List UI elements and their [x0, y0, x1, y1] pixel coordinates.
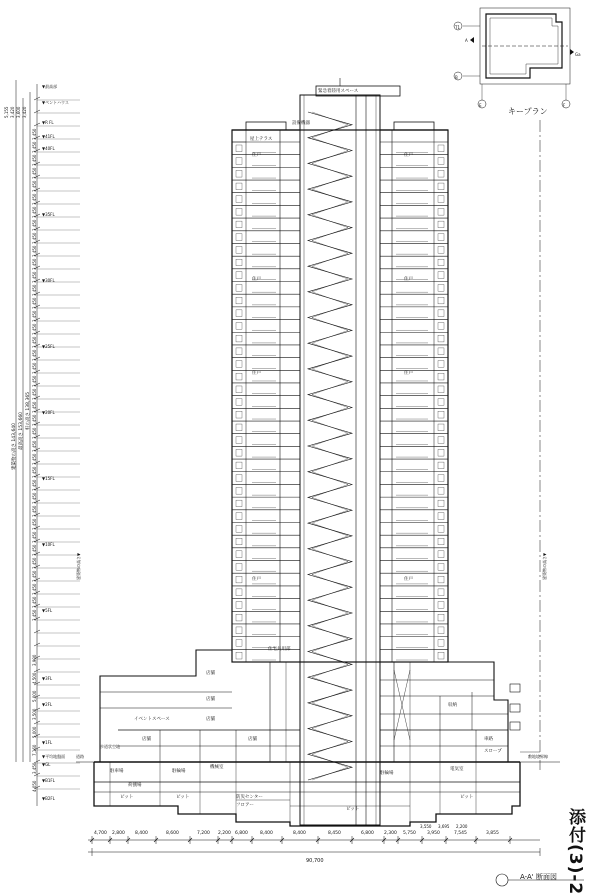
- span-dimension: 7,160: [32, 744, 37, 756]
- balcony-window: [236, 652, 242, 659]
- unit-label: 住戸: [252, 277, 261, 282]
- balcony-window: [438, 145, 444, 152]
- balcony-window: [438, 183, 444, 190]
- ground-label: 歩道状空地: [100, 744, 120, 749]
- room-label: 店舗: [142, 737, 151, 742]
- core-shaft: [300, 78, 400, 825]
- balcony-window: [438, 525, 444, 532]
- floor-level-label: ▼2FL: [42, 702, 53, 707]
- floor-height-dimension: 3,450: [32, 271, 37, 283]
- span-dimension: 6,800: [235, 831, 248, 836]
- balcony-window: [438, 285, 444, 292]
- balcony-window: [236, 525, 242, 532]
- balcony-window: [236, 640, 242, 647]
- balcony-window: [236, 589, 242, 596]
- floor-height-dimension: 3,450: [32, 362, 37, 374]
- balcony-window: [236, 145, 242, 152]
- room-label: 住宅共用部: [268, 647, 291, 652]
- span-dimension: 8,450: [328, 831, 341, 836]
- height-total: 建築物の高さ 143,640: [12, 422, 17, 470]
- balcony-window: [236, 437, 242, 444]
- floor-height-dimension: 3,450: [32, 492, 37, 504]
- balcony-window: [236, 348, 242, 355]
- span-dimension: 5,750: [403, 831, 416, 836]
- balcony-window: [236, 158, 242, 165]
- balcony-window: [236, 246, 242, 253]
- balcony-window: [438, 246, 444, 253]
- balcony-window: [438, 640, 444, 647]
- balcony-window: [236, 475, 242, 482]
- floor-height-dimension: 3,450: [32, 609, 37, 621]
- height-total: 軒の高さ 138,365: [26, 391, 31, 430]
- floor-height-dimension: 3,450: [32, 557, 37, 569]
- unit-label: 住戸: [404, 371, 413, 376]
- centerline-label: 建築物の高さ▼: [76, 552, 81, 580]
- balcony-window: [438, 310, 444, 317]
- floor-level-label: ▼B1FL: [42, 778, 55, 783]
- balcony-window: [236, 564, 242, 571]
- room-label: ピット: [176, 795, 190, 800]
- balcony-window: [438, 513, 444, 520]
- balcony-window: [236, 411, 242, 418]
- span-dimension: 8,400: [260, 831, 273, 836]
- key-plan-grid-label: B: [455, 75, 458, 80]
- span-dimension: 7,200: [197, 831, 210, 836]
- balcony-window: [438, 259, 444, 266]
- floor-level-label: ▼41FL: [42, 134, 55, 139]
- balcony-window: [236, 487, 242, 494]
- floor-height-dimension: 3,450: [32, 245, 37, 257]
- room-label: 電気室: [450, 767, 464, 772]
- unit-label: 住戸: [252, 153, 261, 158]
- floor-height-dimension: 3,450: [32, 453, 37, 465]
- span-dimension: 7,545: [454, 831, 467, 836]
- balcony-window: [236, 373, 242, 380]
- floor-height-dimension: 3,450: [32, 401, 37, 413]
- floor-height-dimension: 3,450: [32, 193, 37, 205]
- balcony-window: [236, 614, 242, 621]
- balcony-window: [438, 348, 444, 355]
- span-dimension: 4,500: [32, 672, 37, 684]
- room-label: 店舗: [248, 737, 257, 742]
- balcony-window: [236, 449, 242, 456]
- floor-height-dimension: 3,450: [32, 167, 37, 179]
- span-dimension: 3,600: [16, 106, 21, 118]
- sheet-id: 添付(3)-2: [565, 808, 585, 896]
- balcony-window: [236, 602, 242, 609]
- balcony-window: [438, 475, 444, 482]
- stair-flights: [308, 112, 352, 780]
- floor-height-dimension: 3,450: [32, 206, 37, 218]
- floor-height-dimension: 3,450: [32, 154, 37, 166]
- balcony-window: [236, 285, 242, 292]
- floor-level-label: ▼35FL: [42, 212, 55, 217]
- room-label: 機械室: [210, 765, 224, 770]
- balcony-window: [236, 234, 242, 241]
- ground-label: 敷地境界線: [528, 754, 548, 759]
- floor-height-dimension: 3,450: [32, 466, 37, 478]
- floor-height-dimension: 3,450: [32, 258, 37, 270]
- balcony-window: [438, 437, 444, 444]
- floor-level-label: ▼5FL: [42, 608, 53, 613]
- key-plan-grid-label: A: [465, 38, 468, 43]
- span-dimension: 8,400: [135, 831, 148, 836]
- balcony-window: [236, 513, 242, 520]
- span-dimension: 3,420: [22, 106, 27, 118]
- room-label: 店舗: [206, 717, 215, 722]
- balcony-window: [438, 221, 444, 228]
- span-dimension: 3,500: [32, 708, 37, 720]
- room-label: 車路: [484, 737, 493, 742]
- floor-level-label: ▼10FL: [42, 542, 55, 547]
- span-dimension: 3,420: [10, 106, 15, 118]
- span-dimension: 4,050: [32, 780, 37, 792]
- floor-level-label: ▼3FL: [42, 676, 53, 681]
- span-dimension: 3,450: [32, 762, 37, 774]
- unit-label: 住戸: [404, 577, 413, 582]
- balcony-window: [438, 373, 444, 380]
- floor-level-label: ▼1FL: [42, 740, 53, 745]
- balcony-window: [236, 627, 242, 634]
- floor-height-dimension: 3,450: [32, 544, 37, 556]
- key-plan-grid-label: E: [479, 103, 482, 108]
- key-plan-grid-label: F: [563, 103, 566, 108]
- floor-height-dimension: 3,450: [32, 583, 37, 595]
- floor-level-label: ▼最高部: [42, 84, 58, 89]
- small-dimension: 2,200: [456, 824, 468, 829]
- small-dimension: 3,550: [420, 824, 432, 829]
- total-dimension: 90,700: [306, 858, 324, 864]
- balcony-window: [438, 323, 444, 330]
- balcony-window: [438, 196, 444, 203]
- floor-level-label: ▼15FL: [42, 476, 55, 481]
- balcony-window: [236, 576, 242, 583]
- floor-height-dimension: 3,450: [32, 128, 37, 140]
- balcony-window: [438, 462, 444, 469]
- balcony-window: [438, 487, 444, 494]
- roof-label: 設備機器: [292, 121, 310, 126]
- balcony-window: [438, 538, 444, 545]
- tower: [232, 130, 448, 662]
- span-dimension: 3,855: [486, 831, 499, 836]
- balcony-window: [438, 614, 444, 621]
- floor-height-dimension: 3,450: [32, 349, 37, 361]
- small-dimension: 3,695: [438, 824, 450, 829]
- balcony-window: [438, 386, 444, 393]
- balcony-window: [438, 589, 444, 596]
- balcony-window: [236, 170, 242, 177]
- room-label: 防災センター: [236, 795, 263, 800]
- span-dimension: 3,900: [32, 654, 37, 666]
- span-dimension: 2,800: [112, 831, 125, 836]
- room-label: 駐輪場: [172, 769, 186, 774]
- floor-level-label: ▼25FL: [42, 344, 55, 349]
- span-dimension: 2,200: [218, 831, 231, 836]
- floor-height-dimension: 3,450: [32, 284, 37, 296]
- floor-height-dimension: 3,450: [32, 323, 37, 335]
- balcony-window: [236, 259, 242, 266]
- span-dimension: 2,300: [384, 831, 397, 836]
- balcony-window: [438, 500, 444, 507]
- unit-label: 住戸: [252, 371, 261, 376]
- floor-height-dimension: 3,450: [32, 596, 37, 608]
- balcony-window: [438, 411, 444, 418]
- span-dimension: 5,155: [4, 106, 9, 118]
- span-dimension: 8,400: [293, 831, 306, 836]
- floor-height-dimension: 3,450: [32, 336, 37, 348]
- balcony-window: [438, 208, 444, 215]
- room-label: ピット: [346, 807, 360, 812]
- balcony-window: [236, 538, 242, 545]
- room-label: フロアー: [236, 803, 254, 808]
- balcony-window: [236, 462, 242, 469]
- floor-height-dimension: 3,450: [32, 570, 37, 582]
- balcony-window: [236, 500, 242, 507]
- balcony-window: [438, 170, 444, 177]
- unit-label: 住戸: [252, 577, 261, 582]
- balcony-window: [236, 221, 242, 228]
- height-total: 最高高さ 153,660: [19, 411, 24, 450]
- room-label: イベントスペース: [134, 717, 170, 722]
- balcony-window: [438, 652, 444, 659]
- ground-label: 道路: [76, 754, 84, 759]
- room-label: 店舗: [206, 671, 215, 676]
- roof-label: 屋上テラス: [250, 137, 273, 142]
- key-plan-label: キープラン: [508, 107, 548, 116]
- balcony-window: [236, 551, 242, 558]
- room-label: ピット: [460, 795, 474, 800]
- floor-height-dimension: 3,450: [32, 141, 37, 153]
- key-plan-grid-label: Ga: [575, 52, 581, 57]
- room-label: スロープ: [484, 749, 502, 754]
- balcony-window: [438, 576, 444, 583]
- key-plan: [454, 8, 574, 108]
- span-dimension: 5,000: [32, 726, 37, 738]
- floor-height-dimension: 3,450: [32, 518, 37, 530]
- left-dimension-chain: [16, 80, 80, 806]
- balcony-window: [236, 208, 242, 215]
- floor-level-label: ▼ペントハウス: [42, 100, 69, 105]
- balcony-window: [438, 399, 444, 406]
- balcony-window: [438, 234, 444, 241]
- unit-label: 住戸: [404, 277, 413, 282]
- balcony-window: [438, 158, 444, 165]
- floor-level-label: ▼平均地盤面: [42, 754, 66, 759]
- balcony-window: [438, 602, 444, 609]
- balcony-window: [236, 272, 242, 279]
- balcony-window: [236, 297, 242, 304]
- balcony-window: [236, 361, 242, 368]
- floor-level-label: ▼GL: [42, 762, 51, 767]
- balcony-window: [438, 335, 444, 342]
- key-plan-grid-label: T1: [455, 25, 460, 30]
- balcony-window: [236, 399, 242, 406]
- floor-height-dimension: 3,450: [32, 414, 37, 426]
- span-dimension: 3,950: [427, 831, 440, 836]
- balcony-window: [236, 196, 242, 203]
- tower-top-label: 緊急着陸用スペース: [318, 89, 359, 94]
- span-dimension: 8,600: [166, 831, 179, 836]
- floor-level-label: ▼R FL: [42, 120, 54, 125]
- balcony-window: [438, 424, 444, 431]
- floor-level-label: ▼B2FL: [42, 796, 55, 801]
- balcony-window: [438, 361, 444, 368]
- balcony-window: [438, 297, 444, 304]
- room-label: 駐車場: [110, 769, 124, 774]
- floor-height-dimension: 3,450: [32, 505, 37, 517]
- unit-label: 住戸: [404, 153, 413, 158]
- balcony-window: [236, 386, 242, 393]
- room-label: 収納: [448, 703, 457, 708]
- floor-height-dimension: 3,450: [32, 375, 37, 387]
- floor-level-label: ▼30FL: [42, 278, 55, 283]
- floor-height-dimension: 3,450: [32, 297, 37, 309]
- floor-height-dimension: 3,450: [32, 310, 37, 322]
- span-dimension: 4,700: [94, 831, 107, 836]
- room-label: 荷捌場: [128, 783, 142, 788]
- balcony-window: [236, 310, 242, 317]
- balcony-window: [438, 449, 444, 456]
- floor-height-dimension: 3,450: [32, 232, 37, 244]
- floor-level-label: ▼40FL: [42, 146, 55, 151]
- balcony-window: [438, 627, 444, 634]
- balcony-window: [236, 424, 242, 431]
- balcony-window: [236, 183, 242, 190]
- floor-height-dimension: 3,450: [32, 440, 37, 452]
- centerline-label: 建築物の高さ▼: [542, 552, 547, 580]
- drawing-title: A-A' 断面図: [520, 873, 557, 881]
- room-label: ピット: [120, 795, 134, 800]
- balcony-window: [236, 335, 242, 342]
- bottom-dimension-line: [88, 836, 540, 856]
- floor-height-dimension: 3,450: [32, 479, 37, 491]
- room-label: 店舗: [206, 697, 215, 702]
- room-label: 駐輪場: [380, 771, 394, 776]
- span-dimension: 6,800: [361, 831, 374, 836]
- floor-height-dimension: 3,450: [32, 219, 37, 231]
- floor-height-dimension: 3,450: [32, 531, 37, 543]
- balcony-window: [438, 564, 444, 571]
- span-dimension: 5,000: [32, 690, 37, 702]
- section-mark-icon: [496, 874, 508, 886]
- balcony-window: [236, 323, 242, 330]
- floor-height-dimension: 3,450: [32, 180, 37, 192]
- balcony-window: [438, 272, 444, 279]
- balcony-window: [438, 551, 444, 558]
- floor-level-label: ▼20FL: [42, 410, 55, 415]
- floor-height-dimension: 3,450: [32, 427, 37, 439]
- floor-height-dimension: 3,450: [32, 388, 37, 400]
